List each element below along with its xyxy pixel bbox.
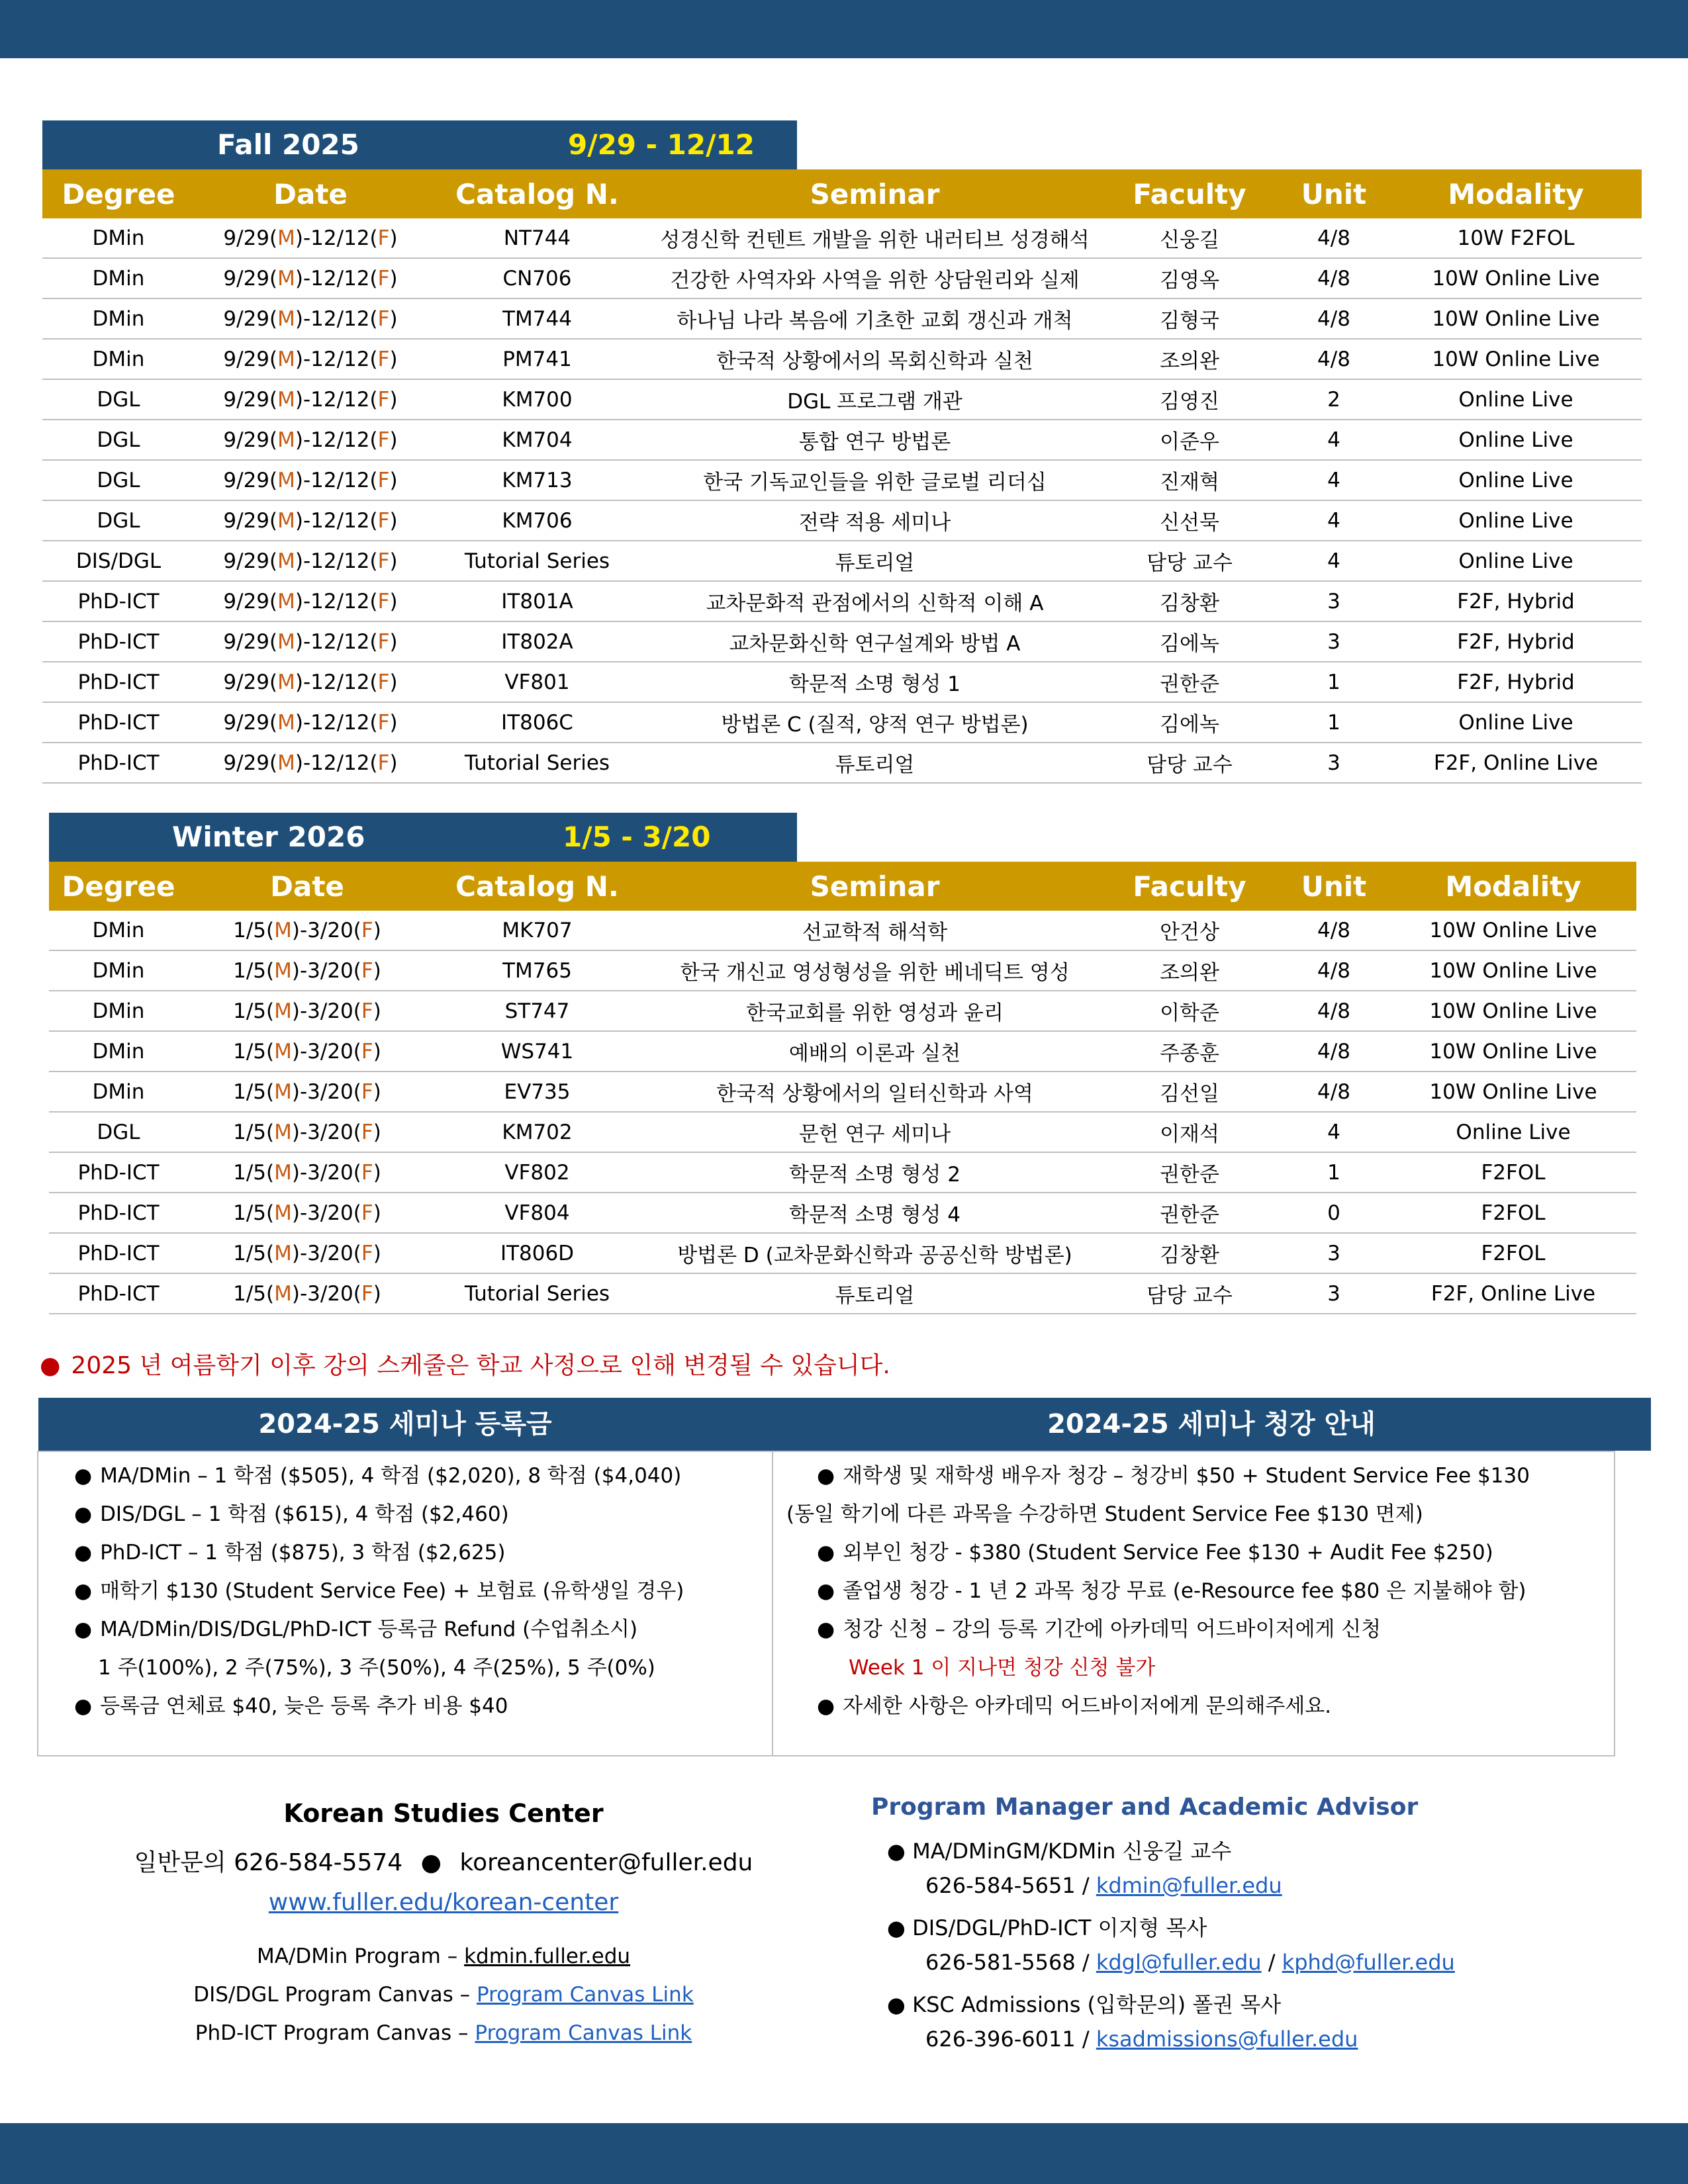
table-row [49, 1152, 1636, 1193]
catalog-cell: EV735 [426, 1071, 648, 1112]
advisor-program [887, 1988, 1281, 2019]
date-cell: 9/29(M)-12/12(F) [195, 500, 426, 541]
date-cell: 1/5(M)-3/20(F) [188, 1112, 426, 1152]
tuition-line [74, 1612, 637, 1642]
table-row [49, 1071, 1636, 1112]
advisor-title: Program Manager and Academic Advisor [871, 1794, 1419, 1821]
bottom-banner [0, 2123, 1688, 2184]
seminar-cell: 성경신학 컨텐트 개발을 위한 내러티브 성경해석 [648, 218, 1102, 258]
advisor-program [887, 1911, 1207, 1942]
unit-cell: 4/8 [1278, 991, 1390, 1031]
seminar-cell: 한국적 상황에서의 일터신학과 사역 [648, 1071, 1102, 1112]
date-cell: 1/5(M)-3/20(F) [188, 1233, 426, 1273]
seminar-cell: 학문적 소명 형성 1 [648, 662, 1102, 702]
col-date: Date [188, 862, 426, 911]
table-row [42, 339, 1642, 379]
degree-cell: DGL [49, 1112, 188, 1152]
bullet-icon: ● [74, 1694, 93, 1718]
faculty-cell: 권한준 [1102, 662, 1278, 702]
date-cell: 1/5(M)-3/20(F) [188, 1152, 426, 1193]
modality-cell: F2F, Online Live [1390, 743, 1642, 783]
audit-sub-note: (동일 학기에 다른 과목을 수강하면 Student Service Fee $130 면제) [786, 1502, 1423, 1526]
bullet-icon: ● [817, 1617, 835, 1641]
catalog-cell: KM713 [426, 460, 648, 500]
degree-cell: DGL [42, 420, 195, 460]
audit-warning: Week 1 이 지나면 청강 신청 불가 [849, 1656, 1156, 1680]
faculty-cell: 김영진 [1102, 379, 1278, 420]
modality-cell: 10W Online Live [1390, 1031, 1636, 1071]
unit-cell: 4/8 [1278, 258, 1390, 298]
ma-program-line [159, 1944, 728, 1968]
advisor-name: KSC Admissions (입학문의) 폴권 목사 [912, 1992, 1282, 2017]
modality-cell: Online Live [1390, 500, 1642, 541]
seminar-cell: DGL 프로그램 개관 [648, 379, 1102, 420]
seminar-cell: 학문적 소명 형성 2 [648, 1152, 1102, 1193]
date-cell: 1/5(M)-3/20(F) [188, 1031, 426, 1071]
table-row [42, 258, 1642, 298]
col-catalog: Catalog N. [426, 169, 648, 218]
degree-cell: PhD-ICT [42, 702, 195, 743]
col-degree: Degree [42, 169, 195, 218]
faculty-cell: 김영옥 [1102, 258, 1278, 298]
table-row [42, 621, 1642, 662]
tuition-line [74, 1689, 508, 1719]
catalog-cell: CN706 [426, 258, 648, 298]
seminar-cell: 튜토리얼 [648, 541, 1102, 581]
seminar-cell: 한국 개신교 영성형성을 위한 베네딕트 영성 [648, 950, 1102, 991]
table-row [49, 950, 1636, 991]
catalog-cell: Tutorial Series [426, 743, 648, 783]
seminar-cell: 통합 연구 방법론 [648, 420, 1102, 460]
degree-cell: DMin [42, 218, 195, 258]
degree-cell: DMin [49, 1071, 188, 1112]
advisor-contact [925, 1873, 1282, 1898]
modality-cell: F2FOL [1390, 1152, 1636, 1193]
unit-cell: 3 [1278, 1233, 1390, 1273]
unit-cell: 1 [1278, 702, 1390, 743]
degree-cell: DMin [49, 911, 188, 950]
dis-canvas-link[interactable]: Program Canvas Link [477, 1983, 694, 2007]
seminar-cell: 방법론 D (교차문화신학과 공공신학 방법론) [648, 1233, 1102, 1273]
phd-canvas-line [159, 2021, 728, 2045]
degree-cell: PhD-ICT [49, 1193, 188, 1233]
center-phone: 일반문의 626-584-5574 [134, 1849, 403, 1876]
faculty-cell: 김창환 [1102, 581, 1278, 621]
bullet-icon: ● [817, 1579, 835, 1603]
degree-cell: PhD-ICT [49, 1273, 188, 1314]
top-banner [0, 0, 1688, 58]
bullet-icon: ● [817, 1464, 835, 1488]
table-row [49, 1112, 1636, 1152]
phd-canvas-link[interactable]: Program Canvas Link [475, 2021, 692, 2045]
website-link[interactable]: www.fuller.edu/korean-center [268, 1889, 619, 1916]
seminar-cell: 튜토리얼 [648, 743, 1102, 783]
faculty-cell: 권한준 [1102, 1193, 1278, 1233]
catalog-cell: IT802A [426, 621, 648, 662]
modality-cell: Online Live [1390, 702, 1642, 743]
col-faculty: Faculty [1102, 862, 1278, 911]
date-cell: 9/29(M)-12/12(F) [195, 379, 426, 420]
table-row [42, 500, 1642, 541]
catalog-cell: ST747 [426, 991, 648, 1031]
modality-cell: F2F, Hybrid [1390, 662, 1642, 702]
advisor-contact: 626-581-5568 / kdgl@fuller.edu / kphd@fuller.edu [925, 1950, 1455, 1975]
table-row [49, 1193, 1636, 1233]
bullet-icon: ● [74, 1579, 93, 1603]
faculty-cell: 담당 교수 [1102, 541, 1278, 581]
unit-cell: 4 [1278, 541, 1390, 581]
audit-line [817, 1612, 1381, 1642]
catalog-cell: Tutorial Series [426, 541, 648, 581]
bullet-icon: ● [817, 1694, 835, 1718]
table-row [42, 460, 1642, 500]
unit-cell: 4 [1278, 1112, 1390, 1152]
catalog-cell: NT744 [426, 218, 648, 258]
table-row [49, 911, 1636, 950]
table-row [49, 1273, 1636, 1314]
tuition-refund: MA/DMin/DIS/DGL/PhD-ICT 등록금 Refund (수업취소시) [100, 1617, 638, 1641]
tuition-line [74, 1535, 506, 1565]
faculty-cell: 김창환 [1102, 1233, 1278, 1273]
unit-cell: 4/8 [1278, 1031, 1390, 1071]
degree-cell: DIS/DGL [42, 541, 195, 581]
col-date: Date [195, 169, 426, 218]
catalog-cell: VF801 [426, 662, 648, 702]
modality-cell: 10W Online Live [1390, 950, 1636, 991]
catalog-cell: TM744 [426, 298, 648, 339]
unit-cell: 4 [1278, 420, 1390, 460]
seminar-cell: 문헌 연구 세미나 [648, 1112, 1102, 1152]
unit-cell: 4/8 [1278, 1071, 1390, 1112]
table-row [42, 379, 1642, 420]
unit-cell: 4/8 [1278, 339, 1390, 379]
audit-apply: 청강 신청 – 강의 등록 기간에 아카데믹 어드바이저에게 신청 [843, 1617, 1382, 1641]
term-title: Fall 2025 [217, 128, 359, 161]
advisor-name: MA/DMinGM/KDMin 신웅길 교수 [912, 1839, 1232, 1864]
audit-line [817, 1535, 1493, 1565]
center-website [159, 1889, 728, 1916]
audit-contact: 자세한 사항은 아카데믹 어드바이저에게 문의해주세요. [843, 1694, 1332, 1718]
catalog-cell: IT801A [426, 581, 648, 621]
fall-schedule-table [42, 169, 1642, 784]
catalog-cell: KM700 [426, 379, 648, 420]
modality-cell: Online Live [1390, 379, 1642, 420]
degree-cell: DMin [49, 950, 188, 991]
tuition-line [74, 1574, 684, 1604]
seminar-cell: 한국 기독교인들을 위한 글로벌 리더십 [648, 460, 1102, 500]
degree-cell: DGL [42, 379, 195, 420]
degree-cell: PhD-ICT [49, 1233, 188, 1273]
seminar-cell: 튜토리얼 [648, 1273, 1102, 1314]
table-row [49, 1233, 1636, 1273]
faculty-cell: 김에녹 [1102, 702, 1278, 743]
table-row [42, 218, 1642, 258]
unit-cell: 1 [1278, 662, 1390, 702]
bullet-icon: ● [74, 1502, 93, 1526]
date-cell: 1/5(M)-3/20(F) [188, 1193, 426, 1233]
seminar-cell: 선교학적 해석학 [648, 911, 1102, 950]
faculty-cell: 이준우 [1102, 420, 1278, 460]
faculty-cell: 권한준 [1102, 1152, 1278, 1193]
degree-cell: DGL [42, 460, 195, 500]
modality-cell: 10W Online Live [1390, 339, 1642, 379]
tuition-header: 2024-25 세미나 등록금 [38, 1398, 772, 1451]
term-date-range: 1/5 - 3/20 [563, 821, 711, 853]
ma-program-link[interactable]: kdmin.fuller.edu [464, 1944, 631, 1968]
advisor-name: DIS/DGL/PhD-ICT 이지형 목사 [912, 1915, 1207, 1940]
dis-canvas-label: DIS/DGL Program Canvas – [193, 1983, 477, 2007]
faculty-cell: 이학준 [1102, 991, 1278, 1031]
modality-cell: Online Live [1390, 460, 1642, 500]
col-degree: Degree [49, 862, 188, 911]
table-header-row [42, 169, 1642, 218]
faculty-cell: 진재혁 [1102, 460, 1278, 500]
faculty-cell: 김선일 [1102, 1071, 1278, 1112]
col-faculty: Faculty [1102, 169, 1278, 218]
date-cell: 9/29(M)-12/12(F) [195, 662, 426, 702]
schedule-change-notice [40, 1347, 890, 1381]
bullet-icon: ● [420, 1849, 442, 1876]
advisor-phone: 626-584-5651 / [925, 1873, 1096, 1898]
degree-cell: DGL [42, 500, 195, 541]
degree-cell: DMin [42, 298, 195, 339]
date-cell: 9/29(M)-12/12(F) [195, 460, 426, 500]
seminar-cell: 한국적 상황에서의 목회신학과 실천 [648, 339, 1102, 379]
bullet-icon: ● [74, 1617, 93, 1641]
unit-cell: 3 [1278, 621, 1390, 662]
modality-cell: F2FOL [1390, 1193, 1636, 1233]
center-name: Korean Studies Center [283, 1799, 604, 1828]
bullet-icon: ● [887, 1915, 906, 1940]
faculty-cell: 김에녹 [1102, 621, 1278, 662]
seminar-cell: 한국교회를 위한 영성과 윤리 [648, 991, 1102, 1031]
catalog-cell: IT806D [426, 1233, 648, 1273]
col-unit: Unit [1278, 169, 1390, 218]
tuition-ma-dmin: MA/DMin – 1 학점 ($505), 4 학점 ($2,020), 8 학점 ($4,040) [100, 1464, 682, 1488]
modality-cell: 10W Online Live [1390, 1071, 1636, 1112]
date-cell: 1/5(M)-3/20(F) [188, 1071, 426, 1112]
term-title: Winter 2026 [172, 821, 365, 853]
modality-cell: Online Live [1390, 541, 1642, 581]
bullet-icon: ● [887, 1839, 906, 1864]
modality-cell: F2F, Online Live [1390, 1273, 1636, 1314]
seminar-cell: 방법론 C (질적, 양적 연구 방법론) [648, 702, 1102, 743]
audit-header: 2024-25 세미나 청강 안내 [772, 1398, 1651, 1451]
faculty-cell: 안건상 [1102, 911, 1278, 950]
date-cell: 9/29(M)-12/12(F) [195, 702, 426, 743]
seminar-cell: 교차문화적 관점에서의 신학적 이해 A [648, 581, 1102, 621]
tuition-late-fee: 등록금 연체료 $40, 늦은 등록 추가 비용 $40 [100, 1694, 508, 1718]
bullet-icon: ● [817, 1541, 835, 1565]
audit-line [817, 1574, 1526, 1604]
advisor-contact [925, 2026, 1358, 2052]
table-row [42, 662, 1642, 702]
bullet-icon: ● [887, 1992, 906, 2017]
faculty-cell: 조의완 [1102, 339, 1278, 379]
catalog-cell: KM702 [426, 1112, 648, 1152]
winter-schedule-table [49, 862, 1636, 1314]
catalog-cell: IT806C [426, 702, 648, 743]
date-cell: 1/5(M)-3/20(F) [188, 911, 426, 950]
refund-detail: 1 주(100%), 2 주(75%), 3 주(50%), 4 주(25%), 5 주(0%) [98, 1656, 655, 1680]
modality-cell: Online Live [1390, 420, 1642, 460]
modality-cell: 10W Online Live [1390, 258, 1642, 298]
table-header-row [49, 862, 1636, 911]
catalog-cell: Tutorial Series [426, 1273, 648, 1314]
bullet-icon: ● [74, 1541, 93, 1565]
advisor-phone: 626-396-6011 / [925, 2026, 1096, 2052]
faculty-cell: 김형국 [1102, 298, 1278, 339]
bullet-icon: ● [74, 1464, 93, 1488]
center-contact-line [93, 1844, 794, 1878]
table-row [42, 420, 1642, 460]
date-cell: 9/29(M)-12/12(F) [195, 218, 426, 258]
tuition-dis-dgl: DIS/DGL – 1 학점 ($615), 4 학점 ($2,460) [100, 1502, 509, 1526]
modality-cell: 10W Online Live [1390, 911, 1636, 950]
col-unit: Unit [1278, 862, 1390, 911]
degree-cell: DMin [42, 339, 195, 379]
center-email[interactable]: koreancenter@fuller.edu [459, 1849, 753, 1876]
col-seminar: Seminar [648, 169, 1102, 218]
advisor-program [887, 1835, 1231, 1865]
date-cell: 1/5(M)-3/20(F) [188, 950, 426, 991]
col-catalog: Catalog N. [426, 862, 648, 911]
bullet-icon: ● [40, 1352, 61, 1379]
table-row [42, 743, 1642, 783]
advisor-email-link[interactable]: kphd@fuller.edu [1282, 1950, 1455, 1975]
catalog-cell: WS741 [426, 1031, 648, 1071]
unit-cell: 4 [1278, 500, 1390, 541]
degree-cell: PhD-ICT [42, 581, 195, 621]
modality-cell: 10W Online Live [1390, 991, 1636, 1031]
advisor-email-link[interactable]: ksadmissions@fuller.edu [1096, 2026, 1358, 2052]
seminar-cell: 건강한 사역자와 사역을 위한 상담원리와 실제 [648, 258, 1102, 298]
modality-cell: F2FOL [1390, 1233, 1636, 1273]
col-seminar: Seminar [648, 862, 1102, 911]
audit-line [817, 1689, 1331, 1719]
winter-term-header [49, 813, 797, 863]
tuition-phd-ict: PhD-ICT – 1 학점 ($875), 3 학점 ($2,625) [100, 1541, 506, 1565]
faculty-cell: 담당 교수 [1102, 743, 1278, 783]
catalog-cell: KM706 [426, 500, 648, 541]
tuition-line [74, 1497, 509, 1527]
modality-cell: F2F, Hybrid [1390, 581, 1642, 621]
unit-cell: 4/8 [1278, 950, 1390, 991]
table-row [42, 541, 1642, 581]
date-cell: 1/5(M)-3/20(F) [188, 1273, 426, 1314]
modality-cell: Online Live [1390, 1112, 1636, 1152]
unit-cell: 0 [1278, 1193, 1390, 1233]
audit-external: 외부인 청강 - $380 (Student Service Fee $130 + Audit Fee $250) [843, 1541, 1493, 1565]
unit-cell: 4/8 [1278, 218, 1390, 258]
date-cell: 9/29(M)-12/12(F) [195, 339, 426, 379]
modality-cell: 10W F2FOL [1390, 218, 1642, 258]
table-row [42, 298, 1642, 339]
degree-cell: DMin [49, 991, 188, 1031]
seminar-cell: 학문적 소명 형성 4 [648, 1193, 1102, 1233]
tuition-line [74, 1459, 681, 1488]
faculty-cell: 이재석 [1102, 1112, 1278, 1152]
catalog-cell: VF804 [426, 1193, 648, 1233]
advisor-email-link[interactable]: kdgl@fuller.edu [1096, 1950, 1262, 1975]
unit-cell: 4/8 [1278, 298, 1390, 339]
table-row [42, 581, 1642, 621]
unit-cell: 4 [1278, 460, 1390, 500]
col-modality: Modality [1390, 169, 1642, 218]
date-cell: 1/5(M)-3/20(F) [188, 991, 426, 1031]
faculty-cell: 신웅길 [1102, 218, 1278, 258]
date-cell: 9/29(M)-12/12(F) [195, 743, 426, 783]
date-cell: 9/29(M)-12/12(F) [195, 420, 426, 460]
faculty-cell: 담당 교수 [1102, 1273, 1278, 1314]
col-modality: Modality [1390, 862, 1636, 911]
catalog-cell: VF802 [426, 1152, 648, 1193]
faculty-cell: 주종훈 [1102, 1031, 1278, 1071]
seminar-cell: 예배의 이론과 실천 [648, 1031, 1102, 1071]
faculty-cell: 신선묵 [1102, 500, 1278, 541]
degree-cell: DMin [49, 1031, 188, 1071]
audit-line [817, 1459, 1530, 1488]
catalog-cell: KM704 [426, 420, 648, 460]
notice-text: 2025 년 여름학기 이후 강의 스케줄은 학교 사정으로 인해 변경될 수 있습니다. [71, 1352, 890, 1379]
unit-cell: 3 [1278, 581, 1390, 621]
unit-cell: 1 [1278, 1152, 1390, 1193]
date-cell: 9/29(M)-12/12(F) [195, 258, 426, 298]
date-cell: 9/29(M)-12/12(F) [195, 581, 426, 621]
degree-cell: PhD-ICT [42, 662, 195, 702]
unit-cell: 4/8 [1278, 911, 1390, 950]
modality-cell: 10W Online Live [1390, 298, 1642, 339]
audit-alumni: 졸업생 청강 - 1 년 2 과목 청강 무료 (e-Resource fee $80 은 지불해야 함) [843, 1579, 1526, 1603]
term-date-range: 9/29 - 12/12 [568, 128, 755, 161]
seminar-cell: 하나님 나라 복음에 기초한 교회 갱신과 개척 [648, 298, 1102, 339]
phd-canvas-label: PhD-ICT Program Canvas – [195, 2021, 475, 2045]
fall-term-header [42, 120, 797, 171]
faculty-cell: 조의완 [1102, 950, 1278, 991]
degree-cell: PhD-ICT [42, 743, 195, 783]
catalog-cell: MK707 [426, 911, 648, 950]
degree-cell: PhD-ICT [49, 1152, 188, 1193]
modality-cell: F2F, Hybrid [1390, 621, 1642, 662]
dis-canvas-line [159, 1983, 728, 2007]
degree-cell: DMin [42, 258, 195, 298]
audit-student: 재학생 및 재학생 배우자 청강 – 청강비 $50 + Student Service Fee $130 [843, 1464, 1530, 1488]
seminar-cell: 교차문화신학 연구설계와 방법 A [648, 621, 1102, 662]
catalog-cell: TM765 [426, 950, 648, 991]
unit-cell: 3 [1278, 743, 1390, 783]
table-row [49, 1031, 1636, 1071]
degree-cell: PhD-ICT [42, 621, 195, 662]
catalog-cell: PM741 [426, 339, 648, 379]
ma-program-label: MA/DMin Program – [256, 1944, 465, 1968]
tuition-service-fee: 매학기 $130 (Student Service Fee) + 보험료 (유학생일 경우) [100, 1579, 684, 1603]
advisor-email-link[interactable]: kdmin@fuller.edu [1096, 1873, 1282, 1898]
table-row [49, 991, 1636, 1031]
table-row [42, 702, 1642, 743]
date-cell: 9/29(M)-12/12(F) [195, 621, 426, 662]
advisor-phone: 626-581-5568 / [925, 1950, 1096, 1975]
date-cell: 9/29(M)-12/12(F) [195, 541, 426, 581]
date-cell: 9/29(M)-12/12(F) [195, 298, 426, 339]
seminar-cell: 전략 적용 세미나 [648, 500, 1102, 541]
unit-cell: 3 [1278, 1273, 1390, 1314]
unit-cell: 2 [1278, 379, 1390, 420]
